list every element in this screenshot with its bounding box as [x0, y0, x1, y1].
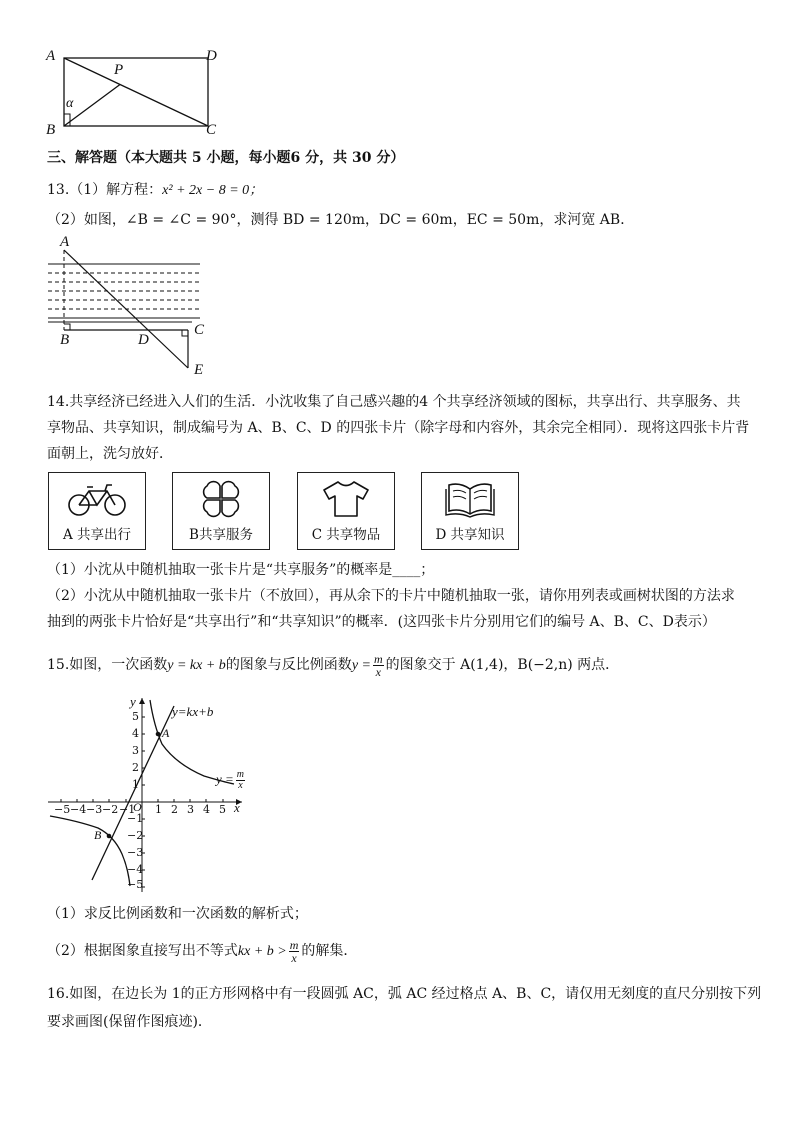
curve-fraction	[236, 770, 245, 791]
river-diagram	[40, 236, 220, 382]
q15-y-eq: y =	[351, 658, 371, 673]
frac-numerator: m	[289, 937, 299, 952]
curve-numerator: m	[236, 769, 245, 780]
bicycle-icon	[65, 479, 129, 519]
frac-denominator: x	[291, 950, 297, 965]
xtick-label: −1	[119, 803, 136, 816]
ytick-label: −2	[127, 829, 144, 842]
card-d-caption: D 共享知识	[435, 527, 505, 543]
y-axis-label: y	[130, 694, 136, 709]
q15-pre: 15.如图，一次函数	[47, 657, 168, 673]
q15-part2-post: 的解集．	[301, 943, 358, 959]
ytick-label: 2	[132, 761, 139, 774]
label-A: A	[60, 234, 70, 250]
river-figure	[40, 236, 220, 382]
q15-part2-fraction	[289, 939, 300, 964]
xtick-label: −2	[102, 803, 119, 816]
frac-denominator: x	[375, 664, 381, 679]
xtick-label: −4	[70, 803, 87, 816]
card-c-caption: C 共享物品	[311, 527, 381, 543]
ytick-label: 1	[132, 778, 139, 791]
q13-equation: x² + 2x − 8 = 0；	[162, 183, 264, 198]
ytick-label: −5	[127, 878, 144, 891]
ytick-label: −1	[127, 812, 144, 825]
rectangle-diagram	[44, 46, 224, 138]
ytick-label: −3	[127, 846, 144, 859]
book-icon	[444, 479, 496, 519]
xtick-label: −3	[86, 803, 103, 816]
q13-part1-prefix: 13.（1）解方程：	[47, 182, 163, 198]
label-alpha: α	[66, 96, 74, 111]
q14-line2: 享物品、共享知识，制成编号为 A、B、C、D 的四张卡片（除字母和内容外，其余完全相同）．现将这四张卡片背	[47, 420, 750, 436]
tshirt-icon	[320, 479, 372, 519]
label-B: B	[60, 332, 70, 348]
label-D: D	[138, 332, 149, 348]
ytick-label: 5	[132, 710, 139, 723]
point-a-label: A	[162, 726, 170, 740]
xtick-label: 2	[171, 803, 178, 816]
q15-inequality: kx + b >	[237, 944, 287, 959]
rectangle-figure	[44, 46, 224, 138]
label-C: C	[194, 322, 205, 338]
card-a	[48, 472, 146, 550]
q14-line1: 14.共享经济已经进入人们的生活．小沈收集了自己感兴趣的4 个共享经济领域的图标，共享出行、共享服务、共	[47, 394, 741, 410]
q14-part2-line1: （2）小沈从中随机抽取一张卡片（不放回），再从余下的卡片中随机抽取一张，请你用列表或画树状图的方法求	[47, 588, 735, 604]
q15-fraction	[373, 653, 384, 678]
card-b-caption: B共享服务	[189, 527, 253, 543]
label-C: C	[206, 122, 217, 138]
origin-label: O	[133, 800, 142, 814]
q14-line3: 面朝上，洗匀放好．	[47, 446, 173, 462]
card-a-caption: A 共享出行	[62, 527, 132, 543]
xtick-label: 1	[155, 803, 162, 816]
card-c	[297, 472, 395, 550]
clover-icon	[199, 479, 243, 519]
label-E: E	[194, 362, 204, 378]
label-B: B	[46, 122, 56, 138]
q16-line1: 16.如图，在边长为 1的正方形网格中有一段圆弧 AC，弧 AC 经过格点 A、B、C，请仅用无刻度的直尺分别按下列	[47, 986, 762, 1002]
q15-post: 的图象交于 A(1,4)，B(−2,n) 两点．	[385, 657, 620, 673]
q15-part1: （1）求反比例函数和一次函数的解析式；	[47, 906, 308, 922]
curve-label	[216, 770, 247, 791]
curve-label-y: y =	[216, 771, 234, 787]
xtick-label: −5	[54, 803, 71, 816]
ytick-label: −4	[127, 863, 144, 876]
ytick-label: 3	[132, 744, 139, 757]
q16-line2: 要求画图(保留作图痕迹)．	[47, 1014, 212, 1030]
q13-part2: （2）如图，∠B = ∠C = 90°，测得 BD = 120m，DC = 60m，EC = 50m，求河宽 AB．	[47, 212, 635, 228]
q15-intro	[47, 650, 619, 680]
q14-part1: （1）小沈从中随机抽取一张卡片是“共享服务”的概率是____；	[47, 562, 435, 578]
q13-part1	[47, 180, 263, 201]
frac-numerator: m	[373, 651, 383, 666]
xtick-label: 4	[203, 803, 210, 816]
card-b	[172, 472, 270, 550]
function-graph-svg	[44, 692, 264, 898]
q15-mid: 的图象与反比例函数	[225, 657, 352, 673]
q15-part2-pre: （2）根据图象直接写出不等式	[47, 943, 238, 959]
xtick-label: 3	[187, 803, 194, 816]
xtick-label: 5	[219, 803, 226, 816]
x-axis-label: x	[234, 800, 240, 815]
function-graph	[44, 692, 264, 898]
card-d	[421, 472, 519, 550]
curve-denominator: x	[238, 780, 243, 791]
line-label: y=kx+b	[172, 704, 214, 719]
q15-linear-eq: y = kx + b	[167, 658, 226, 673]
q14-part2-line2: 抽到的两张卡片恰好是“共享出行”和“共享知识”的概率．(这四张卡片分别用它们的编号 A、B、C、D表示）	[47, 614, 716, 630]
label-P: P	[114, 62, 124, 78]
q15-part2	[47, 936, 357, 966]
label-D: D	[206, 48, 217, 64]
label-A: A	[46, 48, 56, 64]
point-b-label: B	[94, 828, 102, 842]
ytick-label: 4	[132, 727, 139, 740]
section-heading: 三、解答题（本大题共 5 小题，每小题6 分，共 30 分）	[47, 150, 405, 166]
